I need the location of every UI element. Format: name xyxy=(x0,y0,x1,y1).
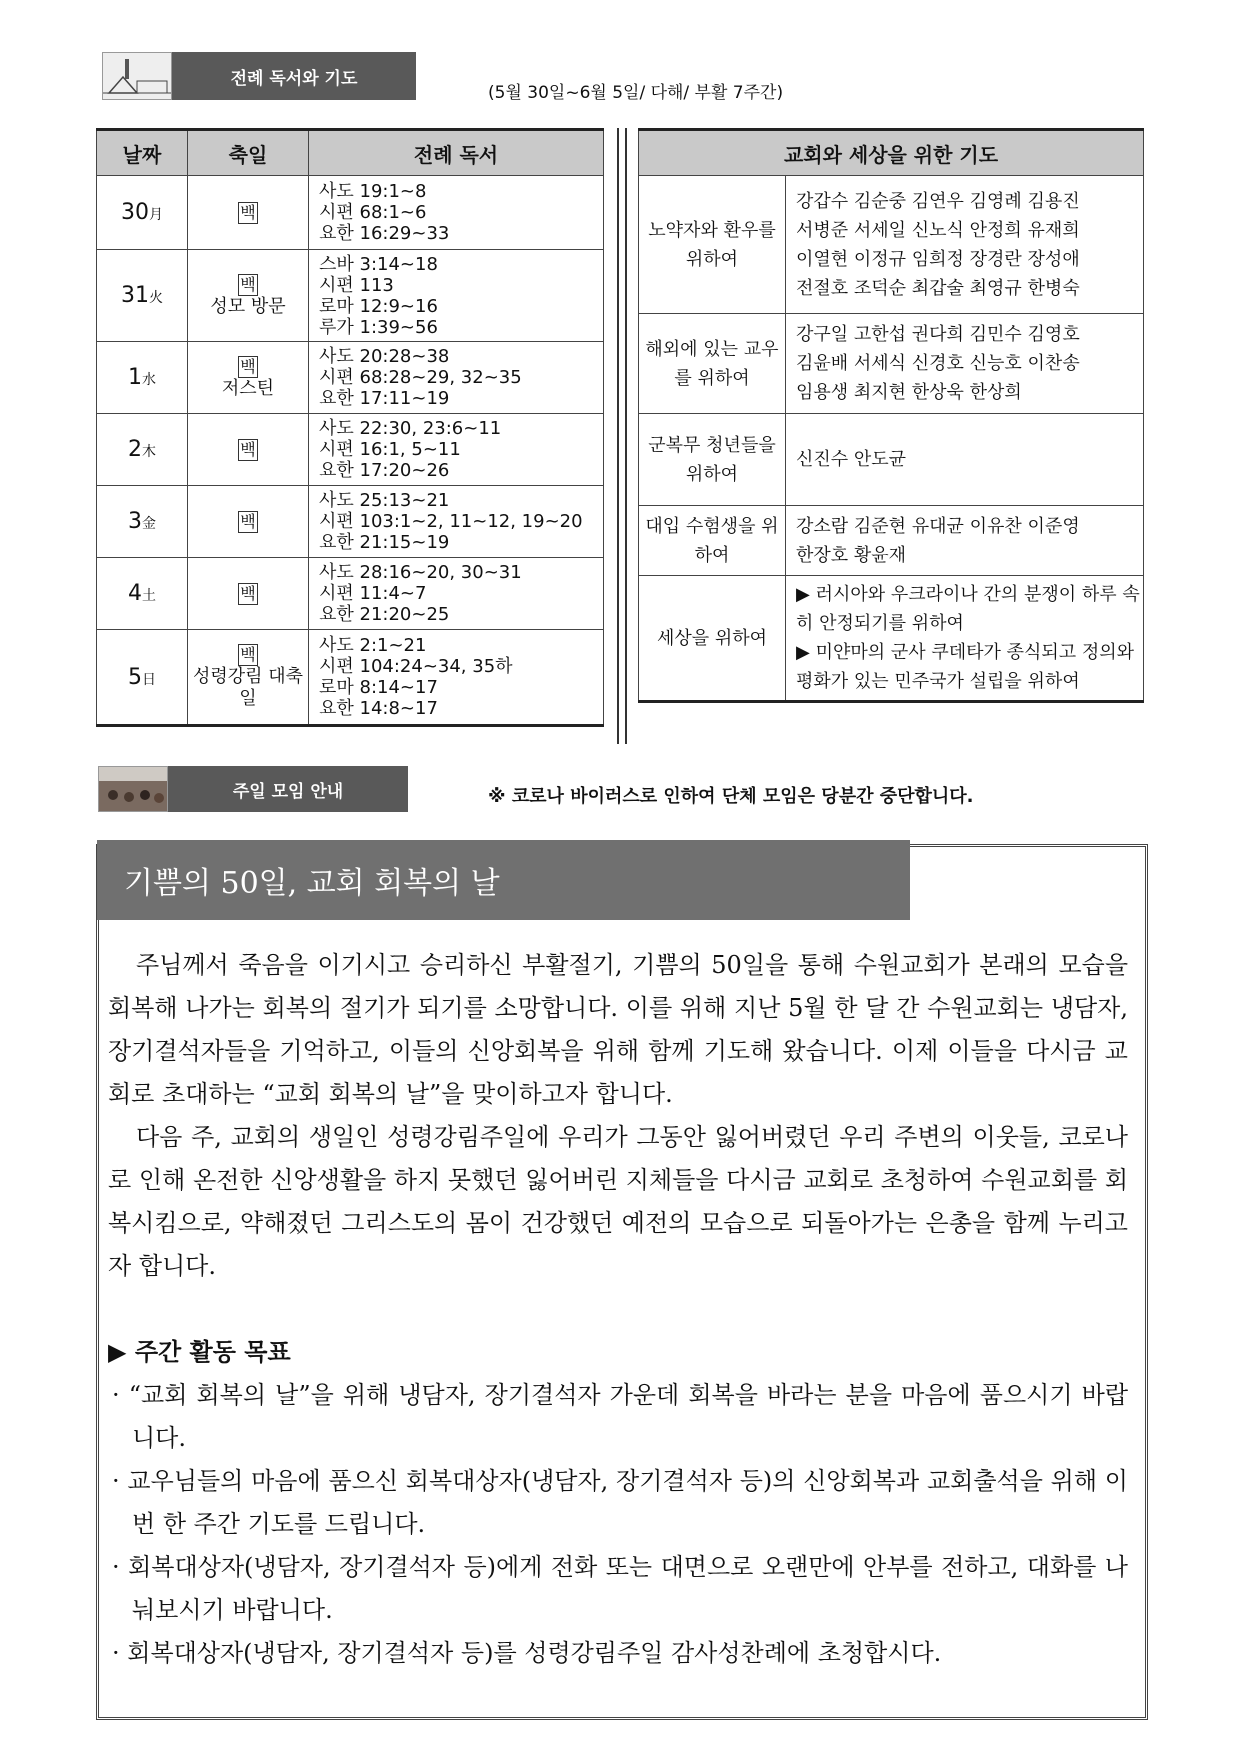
liturgy-row xyxy=(97,176,604,250)
date-cell xyxy=(97,176,188,250)
feast-name: 성모 방문 xyxy=(210,295,286,317)
prayer-line: 이열현 이정규 임희정 장경란 장성애 xyxy=(796,248,1080,270)
prayer-category: 대입 수험생을 위하여 xyxy=(639,506,786,576)
feast-cell xyxy=(188,630,309,726)
reading-line: 시편 16:1, 5~11 xyxy=(319,439,461,460)
prayer-category: 해외에 있는 교우를 위하여 xyxy=(639,314,786,414)
section-title: 주일 모임 안내 xyxy=(168,766,408,812)
section-header-meeting xyxy=(98,766,408,812)
prayer-line: 신진수 안도균 xyxy=(796,449,907,470)
day-of-week: 月 xyxy=(149,207,163,223)
reading-line: 요한 17:11~19 xyxy=(319,388,450,409)
feast-cell xyxy=(188,486,309,558)
prayer-line: 서병준 서세일 신노식 안정희 유재희 xyxy=(796,219,1080,241)
white-vestment-icon: 백 xyxy=(238,511,258,533)
prayer-line: 전절호 조덕순 최갑술 최영규 한병숙 xyxy=(796,277,1080,299)
church-icon xyxy=(103,53,171,100)
notice-text: ※ 코로나 바이러스로 인하여 단체 모임은 당분간 중단합니다. xyxy=(488,786,974,807)
goal-item: · “교회 회복의 날”을 위해 냉담자, 장기결석자 가운데 회복을 바라는 분을 마음에 품으시기 바랍니다. xyxy=(112,1381,1128,1452)
prayer-row xyxy=(639,314,1144,414)
reading-line: 사도 25:13~21 xyxy=(319,490,450,511)
prayer-header: 교회와 세상을 위한 기도 xyxy=(639,130,1144,176)
feast-cell xyxy=(188,342,309,414)
liturgy-table xyxy=(96,128,604,727)
reading-line: 사도 20:28~38 xyxy=(319,346,450,367)
readings-cell xyxy=(309,486,604,558)
reading-line: 로마 12:9~16 xyxy=(319,295,438,317)
date-cell xyxy=(97,630,188,726)
prayer-row xyxy=(639,176,1144,314)
reading-line: 요한 21:20~25 xyxy=(319,604,450,625)
reading-line: 시편 104:24~34, 35하 xyxy=(319,656,513,677)
col-header-date: 날짜 xyxy=(97,130,188,176)
prayer-row xyxy=(639,506,1144,576)
prayer-names-cell xyxy=(786,414,1144,506)
feast-name: 성령강림 대축일 xyxy=(192,666,304,709)
reading-line: 요한 21:15~19 xyxy=(319,532,450,553)
day-number: 2 xyxy=(128,437,142,462)
feast-cell xyxy=(188,250,309,342)
liturgy-row xyxy=(97,342,604,414)
day-of-week: 水 xyxy=(142,372,156,388)
reading-line: 시편 113 xyxy=(319,274,394,296)
day-of-week: 火 xyxy=(149,290,163,306)
white-vestment-icon: 백 xyxy=(238,356,258,378)
day-number: 4 xyxy=(128,581,142,606)
article-body xyxy=(108,944,1128,1675)
meeting-photo-icon xyxy=(99,767,167,812)
reading-line: 요한 17:20~26 xyxy=(319,460,450,481)
prayer-line: 강소람 김준현 유대균 이유찬 이준영 xyxy=(796,515,1080,537)
day-of-week: 日 xyxy=(142,671,156,688)
goal-item: · 교우님들의 마음에 품으신 회복대상자(냉담자, 장기결석자 등)의 신앙회복과 교회출석을 위해 이번 한 주간 기도를 드립니다. xyxy=(112,1467,1128,1538)
day-of-week: 木 xyxy=(142,444,156,460)
feast-cell xyxy=(188,558,309,630)
prayer-names-cell xyxy=(786,506,1144,576)
day-of-week: 金 xyxy=(142,516,156,532)
prayer-line: 임용생 최지현 한상욱 한상희 xyxy=(796,382,1022,403)
reading-line: 시편 11:4~7 xyxy=(319,583,427,604)
reading-line: 루가 1:39~56 xyxy=(319,316,438,338)
church-thumbnail xyxy=(102,52,172,100)
prayer-names-cell xyxy=(786,314,1144,414)
goal-item: · 회복대상자(냉담자, 장기결석자 등)에게 전화 또는 대면으로 오랜만에 안부를 전하고, 대화를 나눠보시기 바랍니다. xyxy=(112,1553,1128,1624)
meeting-thumbnail xyxy=(98,766,168,812)
article-title: 기쁨의 50일, 교회 회복의 날 xyxy=(97,840,910,920)
prayer-line: 강구일 고한섭 권다희 김민수 김영호 xyxy=(796,324,1080,345)
week-subtitle: (5월 30일~6월 5일/ 다해/ 부활 7주간) xyxy=(488,83,784,103)
date-cell xyxy=(97,486,188,558)
liturgy-row xyxy=(97,630,604,726)
readings-cell xyxy=(309,414,604,486)
prayer-category: 세상을 위하여 xyxy=(639,576,786,702)
white-vestment-icon: 백 xyxy=(238,274,258,296)
feast-cell xyxy=(188,414,309,486)
liturgy-row xyxy=(97,486,604,558)
prayer-row xyxy=(639,414,1144,506)
date-cell xyxy=(97,558,188,630)
reading-line: 스바 3:14~18 xyxy=(319,253,438,275)
prayer-line: 한장호 황윤재 xyxy=(796,544,907,566)
prayer-line: ▶ 미얀마의 군사 쿠데타가 종식되고 정의와 평화가 있는 민주국가 설립을 위하여 xyxy=(796,642,1135,692)
readings-cell xyxy=(309,558,604,630)
readings-cell xyxy=(309,250,604,342)
reading-line: 시편 68:28~29, 32~35 xyxy=(319,367,522,388)
date-cell xyxy=(97,250,188,342)
prayer-line: 김윤배 서세식 신경호 신능호 이찬송 xyxy=(796,353,1080,374)
white-vestment-icon: 백 xyxy=(238,644,258,666)
liturgy-row xyxy=(97,250,604,342)
feast-cell xyxy=(188,176,309,250)
day-number: 30 xyxy=(121,200,149,225)
article-paragraph: 다음 주, 교회의 생일인 성령강림주일에 우리가 그동안 잃어버렸던 우리 주변의 이웃들, 코로나로 인해 온전한 신앙생활을 하지 못했던 잃어버린 지체들을 다시금 교회로 초청하여 수원교회를 회복시킴으로, 약해졌던 그리스도의 몸이 건강했던 예전의 모습으로 되돌아가는 은총을 함께 누리고자 합니다. xyxy=(108,1123,1128,1280)
goal-item: · 회복대상자(냉담자, 장기결석자 등)를 성령강림주일 감사성찬례에 초청합시다. xyxy=(112,1639,942,1667)
section-header-liturgy xyxy=(102,52,416,100)
day-of-week: 土 xyxy=(142,588,156,604)
readings-cell xyxy=(309,342,604,414)
day-number: 3 xyxy=(128,509,142,534)
col-header-readings: 전례 독서 xyxy=(309,130,604,176)
date-cell xyxy=(97,342,188,414)
liturgy-row xyxy=(97,558,604,630)
reading-line: 사도 28:16~20, 30~31 xyxy=(319,562,522,583)
prayer-line: 강갑수 김순중 김연우 김영례 김용진 xyxy=(796,190,1080,212)
prayer-names-cell xyxy=(786,176,1144,314)
white-vestment-icon: 백 xyxy=(238,583,258,605)
day-number: 31 xyxy=(121,283,149,308)
col-header-feast: 축일 xyxy=(188,130,309,176)
white-vestment-icon: 백 xyxy=(238,202,258,224)
liturgy-row xyxy=(97,414,604,486)
reading-line: 로마 8:14~17 xyxy=(319,677,438,698)
prayer-category: 군복무 청년들을 위하여 xyxy=(639,414,786,506)
reading-line: 사도 22:30, 23:6~11 xyxy=(319,418,502,439)
reading-line: 시편 68:1~6 xyxy=(319,202,427,223)
prayer-row xyxy=(639,576,1144,702)
day-number: 1 xyxy=(128,365,142,390)
prayer-names-cell xyxy=(786,576,1144,702)
white-vestment-icon: 백 xyxy=(238,439,258,461)
day-number: 5 xyxy=(128,664,142,690)
readings-cell xyxy=(309,630,604,726)
reading-line: 사도 2:1~21 xyxy=(319,635,427,656)
readings-cell xyxy=(309,176,604,250)
column-divider xyxy=(617,128,627,744)
reading-line: 요한 14:8~17 xyxy=(319,698,438,719)
prayer-table xyxy=(638,128,1144,703)
prayer-category: 노약자와 환우를 위하여 xyxy=(639,176,786,314)
prayer-line: ▶ 러시아와 우크라이나 간의 분쟁이 하루 속히 안정되기를 위하여 xyxy=(796,584,1140,634)
article-paragraph: 주님께서 죽음을 이기시고 승리하신 부활절기, 기쁨의 50일을 통해 수원교회가 본래의 모습을 회복해 나가는 회복의 절기가 되기를 소망합니다. 이를 위해 지난 5월 한 달 간 수원교회는 냉담자, 장기결석자들을 기억하고, 이들의 신앙회복을 위해 함께 기도해 왔습니다. 이제 이들을 다시금 교회로 초대하는 “교회 회복의 날”을 맞이하고자 합니다. xyxy=(108,951,1128,1108)
reading-line: 시편 103:1~2, 11~12, 19~20 xyxy=(319,511,583,532)
section-title: 전례 독서와 기도 xyxy=(172,52,416,100)
feast-name: 저스틴 xyxy=(221,377,275,399)
goals-heading: ▶ 주간 활동 목표 xyxy=(108,1338,291,1366)
reading-line: 요한 16:29~33 xyxy=(319,223,450,244)
date-cell xyxy=(97,414,188,486)
reading-line: 사도 19:1~8 xyxy=(319,181,427,202)
